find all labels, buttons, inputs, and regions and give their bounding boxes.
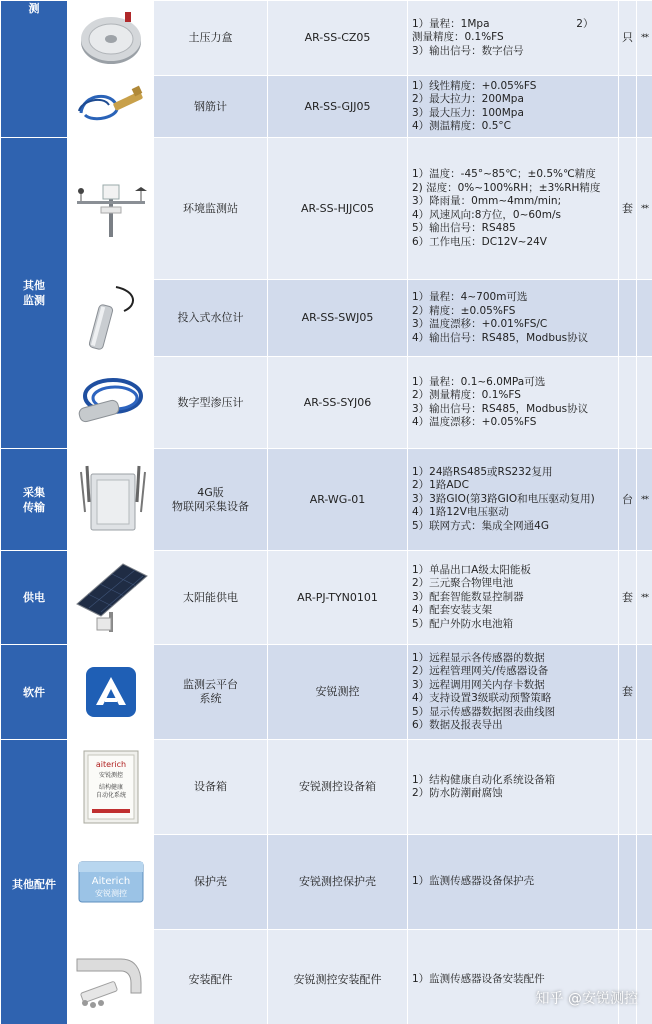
spec-list <box>408 138 619 280</box>
qty-label: ** <box>641 33 648 43</box>
spec-list <box>408 357 619 449</box>
table-row <box>1 740 652 835</box>
qty-label: ** <box>641 494 648 505</box>
spec-line: 4）风速风向:8方位，0~60m/s <box>412 208 561 221</box>
qty-label: ** <box>641 203 648 214</box>
spec-line: 5）联网方式：集成全网通4G <box>412 519 549 532</box>
spec-list <box>408 551 619 645</box>
spec-list <box>408 449 619 551</box>
product-name: 安装配件 <box>188 972 233 986</box>
spec-line: 测量精度：0.1%FS <box>412 31 504 44</box>
spec-line: 1）24路RS485或RS232复用 <box>412 465 553 478</box>
box-brand-text: aiterich <box>95 760 126 769</box>
product-name: 监测云平台 系统 <box>183 678 238 705</box>
category-label: 供电 <box>23 591 45 604</box>
product-model: 安锐测控设备箱 <box>299 780 376 793</box>
piezometer-image <box>68 357 154 449</box>
product-name: 太阳能供电 <box>183 590 238 604</box>
product-model: 安锐测控保护壳 <box>299 875 376 888</box>
category-cell-software <box>1 645 68 740</box>
spec-line: 2）精度：±0.05%FS <box>412 304 516 317</box>
spec-list <box>408 1 619 76</box>
product-name: 4G版 物联网采集设备 <box>172 485 249 513</box>
spec-list <box>408 280 619 357</box>
spec-line: 5）输出信号：RS485 <box>412 222 516 234</box>
product-model: 安锐测控 <box>315 685 360 698</box>
spec-line: 1）量程：4~700m可选 <box>412 291 528 303</box>
product-name: 设备箱 <box>194 780 227 793</box>
cover-cn-text: 安锐测控 <box>94 889 127 898</box>
spec-line: 4）测温精度：0.5°C <box>412 120 511 132</box>
spec-line: 3）输出信号：数字信号 <box>412 44 524 57</box>
spec-line: 4）1路12V电压驱动 <box>412 506 509 519</box>
category-cell-monitor <box>1 1 68 138</box>
spec-line: 6）数据及报表导出 <box>412 719 503 731</box>
table-row <box>1 138 652 280</box>
box-line-text: 自动化系统 <box>95 792 126 799</box>
category-cell-other-accessories <box>1 740 68 1024</box>
watermark: 知乎 @安锐测控 <box>535 991 638 1007</box>
spec-line: 4）输出信号：RS485，Modbus协议 <box>412 331 589 344</box>
product-model: AR-WG-01 <box>309 492 366 506</box>
spec-list <box>408 835 619 930</box>
unit-label: 套 <box>622 685 633 698</box>
pressure-cell-image <box>68 1 154 76</box>
spec-line: 2）最大拉力：200Mpa <box>412 93 524 105</box>
cloud-platform-logo-image <box>68 645 154 740</box>
spec-line: 3）远程调用网关内存卡数据 <box>412 678 545 691</box>
spec-line: 3）最大压力：100Mpa <box>412 106 524 119</box>
category-label: 其他 监测 <box>23 279 45 307</box>
product-model: 安锐测控安装配件 <box>293 972 382 986</box>
product-name: 土压力盒 <box>188 31 233 44</box>
product-model: AR-PJ-TYN0101 <box>297 590 378 604</box>
spec-line: 2）1路ADC <box>412 479 469 492</box>
product-model: AR-SS-GJJ05 <box>304 99 371 113</box>
spec-list <box>408 76 619 138</box>
category-label: 采集 传输 <box>23 485 45 514</box>
cover-brand-text: Aiterich <box>91 876 130 887</box>
protective-cover-image <box>68 835 154 930</box>
product-name: 钢筋计 <box>194 99 227 113</box>
spec-line: 1）监测传感器设备安装配件 <box>412 972 545 985</box>
spec-list <box>408 740 619 835</box>
spec-line: 1）结构健康自动化系统设备箱 <box>412 773 556 786</box>
table-row <box>1 551 652 645</box>
category-cell-power <box>1 551 68 645</box>
product-model: AR-SS-HJJC05 <box>300 201 375 215</box>
spec-line: 3）输出信号：RS485，Modbus协议 <box>412 402 589 415</box>
rebar-gauge-image <box>68 76 154 138</box>
spec-line: 4）配套安装支架 <box>412 604 493 617</box>
spec-line: 1）远程显示各传感器的数据 <box>412 651 545 664</box>
spec-line: 2）远程管理网关/传感器设备 <box>412 665 549 677</box>
unit-label: 台 <box>622 492 633 506</box>
table-row <box>1 930 652 1024</box>
spec-line: 4）支持设置3级联动预警策略 <box>412 692 552 704</box>
unit-label: 只 <box>622 31 633 44</box>
weather-station-image <box>68 138 154 280</box>
unit-label: 套 <box>622 201 633 215</box>
spec-line: 6）工作电压：DC12V~24V <box>412 235 547 248</box>
spec-line: 1）线性精度：+0.05%FS <box>412 79 537 92</box>
table-row <box>1 76 652 138</box>
table-row <box>1 835 652 930</box>
spec-line: 3）配套智能数显控制器 <box>412 590 524 603</box>
spec-line: 3）3路GIO(第3路GIO和电压驱动复用) <box>412 492 595 505</box>
table-row <box>1 449 652 551</box>
table-row <box>1 357 652 449</box>
spec-list <box>408 930 619 1024</box>
solar-panel-image <box>68 551 154 645</box>
table-row <box>1 645 652 740</box>
product-model: AR-SS-SWJ05 <box>301 311 374 324</box>
spec-line: 2) 湿度：0%~100%RH；±3%RH精度 <box>412 181 601 194</box>
unit-label: 套 <box>622 590 633 604</box>
spec-line: 3）降雨量：0mm~4mm/min; <box>412 195 562 207</box>
mounting-kit-image <box>68 930 154 1024</box>
category-label: 测 <box>28 2 40 15</box>
product-model: AR-SS-SYJ06 <box>303 395 372 409</box>
box-line-text: 安锐测控 <box>98 772 123 779</box>
equipment-box-image <box>68 740 154 835</box>
product-name: 投入式水位计 <box>177 311 244 324</box>
spec-line: 5）显示传感器数据图表曲线图 <box>412 705 556 718</box>
spec-line: 2）防水防潮耐腐蚀 <box>412 787 503 799</box>
spec-line: 4）温度漂移：+0.05%FS <box>412 416 537 428</box>
table-row <box>1 1 652 76</box>
category-cell-other-monitoring <box>1 138 68 449</box>
spec-line: 3）温度漂移：+0.01%FS/C <box>412 318 548 330</box>
spec-line: 5）配户外防水电池箱 <box>412 617 514 630</box>
box-line-text: 结构健康 <box>98 784 123 791</box>
category-label: 其他配件 <box>12 878 56 891</box>
qty-label: ** <box>641 592 648 603</box>
product-name: 保护壳 <box>194 875 227 888</box>
spec-line: 1）量程：0.1~6.0MPa可选 <box>412 375 546 388</box>
spec-line: 1）单晶出口A级太阳能板 <box>412 563 531 576</box>
category-cell-collection <box>1 449 68 551</box>
product-name: 数字型渗压计 <box>177 395 244 409</box>
spec-line: 1）监测传感器设备保护壳 <box>412 875 535 888</box>
table-row <box>1 280 652 357</box>
product-model: AR-SS-CZ05 <box>304 31 371 44</box>
water-level-image <box>68 280 154 357</box>
category-label: 软件 <box>23 685 45 699</box>
spec-line: 1）量程：1Mpa 2） <box>412 17 594 30</box>
spec-line: 1）温度：-45°~85℃；±0.5%℃精度 <box>412 168 596 180</box>
spec-line: 2）测量精度：0.1%FS <box>412 389 521 401</box>
iot-collector-image <box>68 449 154 551</box>
spec-list <box>408 645 619 740</box>
product-name: 环境监测站 <box>183 201 238 215</box>
spec-line: 2）三元聚合物锂电池 <box>412 577 514 590</box>
